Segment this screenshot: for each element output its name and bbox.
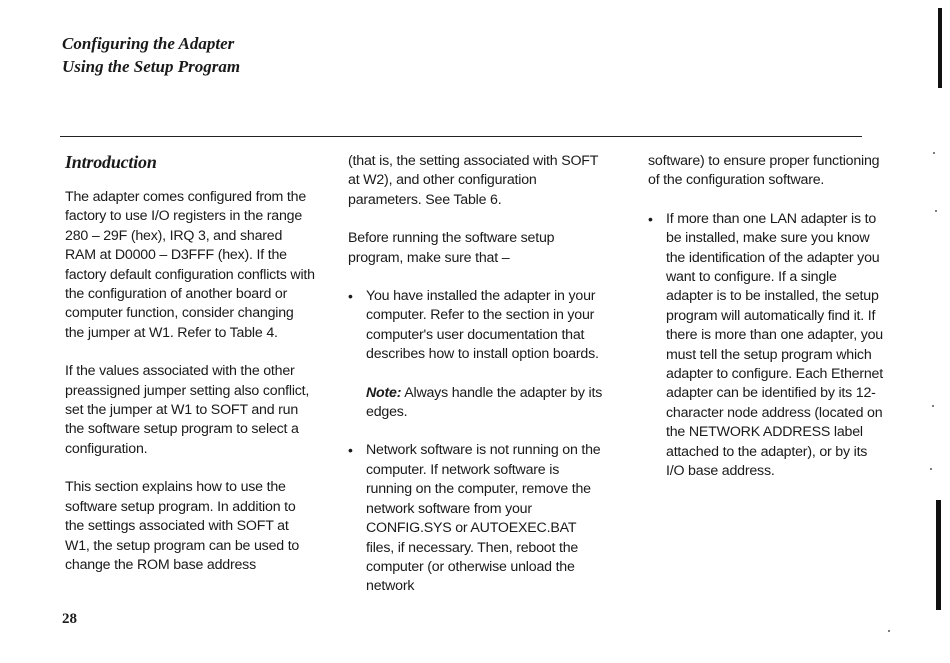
note-text: Always handle the adapter by its edges. — [366, 384, 603, 421]
column-2 — [348, 152, 603, 616]
bullet-icon: • — [648, 210, 653, 227]
scan-speck — [933, 152, 935, 154]
paragraph-continuation: software) to ensure proper functioning of the configuration software. — [648, 153, 880, 189]
bullet-icon: • — [348, 288, 353, 305]
column-3 — [648, 152, 883, 501]
header-rule — [60, 136, 862, 137]
scan-speck — [888, 630, 890, 632]
list-item-text: If more than one LAN adapter is to be installed, make sure you know the identification of the adapter you want to configure. If a single adapter is to be installed, the setup program will automatically find it. If there is more than one adapter, you must tell the setup program which adapter to configure. Each Ethernet adapter can be identified by its 12-character node address (located on the NETWORK ADDRESS label attached to the adapter), or by its I/O base address. — [666, 210, 883, 480]
scan-edge-mark-bottom — [936, 500, 941, 610]
column-1 — [65, 150, 315, 594]
paragraph-conflict: If the values associated with the other preassigned jumper setting also conflict, set the jumper at W1 to SOFT and run the software setup program to select a configuration. — [65, 363, 310, 457]
note — [348, 384, 603, 423]
list-item — [348, 287, 603, 365]
bullet-icon: • — [348, 442, 353, 459]
page-number: 28 — [62, 611, 77, 627]
scan-edge-mark-top — [938, 8, 942, 88]
prerequisite-list-3 — [648, 210, 883, 482]
list-item — [648, 210, 883, 482]
scan-speck — [930, 468, 932, 470]
paragraph-section-explains: This section explains how to use the software setup program. In addition to the settings associated with SOFT at W1, the setup program can be used to change the ROM base address — [65, 479, 300, 573]
running-head-line-1: Configuring the Adapter — [62, 34, 235, 53]
scan-speck — [935, 210, 937, 212]
prerequisite-list-continued — [348, 441, 603, 596]
list-item — [348, 441, 603, 596]
prerequisite-list — [348, 287, 603, 365]
note-label: Note: — [366, 384, 402, 401]
running-head-line-2: Using the Setup Program — [62, 57, 241, 76]
scan-speck — [932, 405, 934, 407]
list-item-text: You have installed the adapter in your computer. Refer to the section in your computer's user documentation that describes how to install option boards. — [366, 288, 599, 363]
section-heading: Introduction — [65, 152, 157, 172]
list-item-text: Network software is not running on the computer. If network software is running on the computer, remove the network software from your CONFIG.SYS or AUTOEXEC.BAT files, if necessary. Then, reboot the computer (or otherwise unload the network — [366, 442, 601, 595]
paragraph-default-config: The adapter comes configured from the factory to use I/O registers in the range 280 – 29F (hex), IRQ 3, and shared RAM at D0000 – D3FFF (hex). If the factory default configuration conflicts with the configuration of another board or computer function, consider changing the jumper at W1. Refer to Table 4. — [65, 189, 315, 341]
paragraph-continuation: (that is, the setting associated with SOFT at W2), and other configuration parameters. See Table 6. — [348, 153, 598, 208]
paragraph-before-running: Before running the software setup program, make sure that – — [348, 230, 555, 266]
running-head — [62, 32, 240, 78]
